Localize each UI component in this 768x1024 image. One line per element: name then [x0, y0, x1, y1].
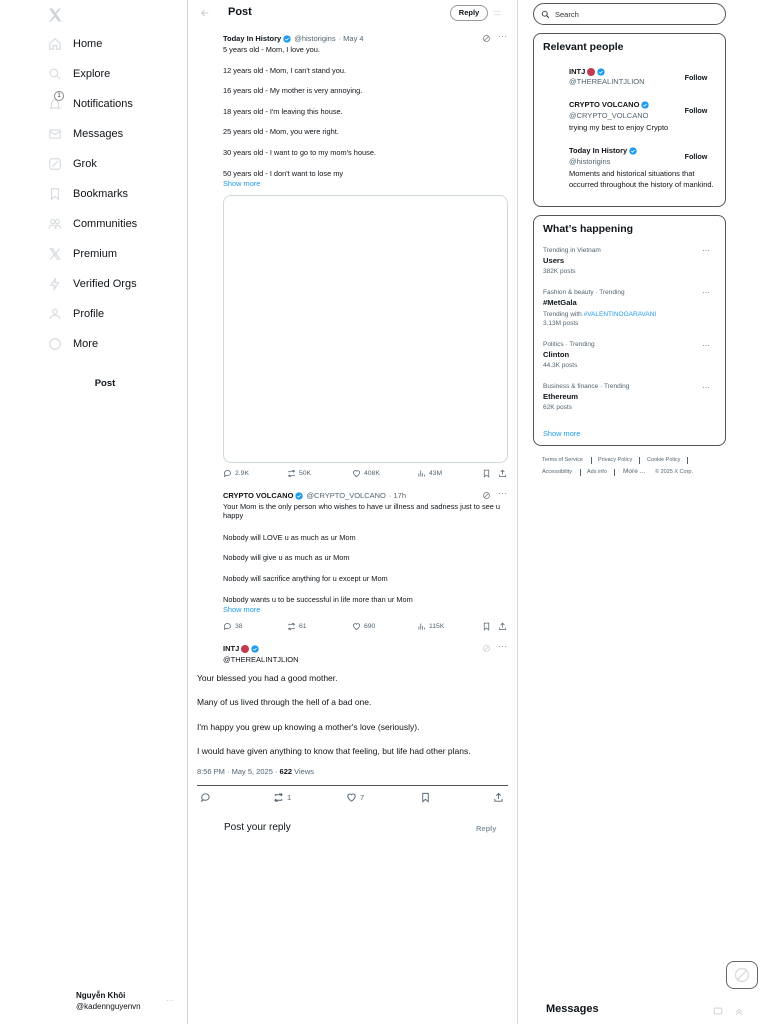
trend-category: Business & finance · Trending	[543, 383, 630, 390]
reply-submit-button[interactable]: Reply	[476, 824, 497, 833]
share-icon	[493, 792, 504, 803]
grok-icon[interactable]	[482, 34, 491, 43]
person-handle[interactable]: @historigins	[569, 157, 611, 166]
tweet-2-handle[interactable]: @CRYPTO_VOLCANO	[306, 491, 386, 500]
account-switcher[interactable]	[76, 990, 141, 1012]
tweet-1-line: 16 years old - My mother is very annoying.	[223, 86, 363, 95]
repost-icon	[287, 469, 296, 478]
trend-more-icon[interactable]: ···	[702, 341, 710, 350]
x-icon	[48, 247, 62, 261]
people-icon	[48, 217, 62, 231]
reply-count: 38	[235, 623, 243, 630]
verified-badge-icon	[251, 645, 259, 653]
footer-terms-link[interactable]: Terms of Service	[542, 457, 583, 463]
tweet-2-line: Your Mom is the only person who wishes to have ur illness and sadness just to see u happy	[223, 502, 501, 520]
trend-category: Trending in Vietnam	[543, 247, 601, 254]
bookmark-icon[interactable]	[482, 622, 491, 631]
repost-icon	[287, 622, 296, 631]
like-button[interactable]	[352, 622, 375, 631]
whats-happening-title: What’s happening	[543, 223, 634, 235]
notification-badge: 1	[54, 91, 64, 101]
nav-premium[interactable]	[48, 243, 117, 265]
footer-separator	[687, 457, 688, 464]
grok-icon[interactable]	[482, 644, 491, 653]
nav-premium-label: Premium	[73, 248, 118, 260]
trend-category: Fashion & beauty · Trending	[543, 289, 625, 296]
main-tweet-timestamp[interactable]: 8:56 PM · May 5, 2025 ·	[197, 767, 280, 776]
bookmark-icon	[48, 187, 62, 201]
person-name-text[interactable]: INTJ	[569, 67, 586, 76]
main-tweet-line: I'm happy you grew up knowing a mother's love (seriously).	[197, 722, 420, 732]
repost-icon	[273, 792, 284, 803]
main-bookmark-button[interactable]	[420, 792, 434, 803]
tweet-1-handle[interactable]: @historigins	[294, 34, 336, 43]
nav-verified-orgs[interactable]	[48, 273, 137, 295]
dice-emoji-icon	[587, 68, 595, 76]
share-icon[interactable]	[498, 622, 507, 631]
more-options-icon[interactable]: ···	[498, 489, 508, 498]
tweet-2-line: Nobody will sacrifice anything for u except ur Mom	[223, 574, 388, 583]
footer-cookie-link[interactable]: Cookie Policy	[647, 457, 681, 463]
relevant-people-panel	[533, 33, 726, 207]
reply-count: 2.9K	[235, 470, 249, 477]
messages-drawer-title[interactable]: Messages	[546, 1003, 599, 1015]
person-name[interactable]	[569, 67, 605, 76]
repost-button[interactable]	[287, 622, 307, 631]
nav-explore[interactable]	[48, 63, 110, 85]
footer-accessibility-link[interactable]: Accessibility	[542, 469, 572, 475]
views-button[interactable]	[417, 469, 442, 478]
main-tweet-views-label: Views	[292, 767, 315, 776]
heart-icon	[352, 469, 361, 478]
tweet-1-line: 5 years old - Mom, I love you.	[223, 45, 320, 54]
tweet-1-header[interactable]	[223, 34, 364, 43]
main-tweet-author[interactable]: INTJ	[223, 644, 240, 653]
reply-button[interactable]	[223, 469, 249, 478]
main-tweet-author-row[interactable]	[223, 644, 259, 653]
verified-badge-icon	[597, 68, 605, 76]
heart-icon	[352, 622, 361, 631]
share-icon[interactable]	[498, 469, 507, 478]
verified-badge-icon	[641, 101, 649, 109]
person-icon	[48, 307, 62, 321]
main-share-button[interactable]	[493, 792, 507, 803]
views-icon	[417, 469, 426, 478]
tweet-1-line: 25 years old - Mom, you were right.	[223, 127, 339, 136]
trend-category: Politics · Trending	[543, 341, 595, 348]
more-options-icon[interactable]: ···	[498, 642, 508, 651]
nav-communities-label: Communities	[73, 218, 138, 230]
footer-copyright: © 2025 X Corp.	[655, 469, 693, 475]
reply-button[interactable]	[223, 622, 243, 631]
like-count: 690	[364, 623, 376, 630]
relevant-people-title: Relevant people	[543, 41, 624, 53]
main-like-count: 7	[360, 793, 365, 802]
person-bio: trying my best to enjoy Crypto	[569, 123, 669, 132]
trend-more-icon[interactable]: ···	[702, 288, 710, 297]
nav-bookmarks[interactable]	[48, 183, 128, 205]
page-title: Post	[228, 6, 252, 18]
person-name-text[interactable]: Today In History	[569, 146, 628, 155]
tweet-1-line: 12 years old - Mom, I can't stand you.	[223, 66, 347, 75]
trend-hashtag-link[interactable]: #VALENTINOGARAVANI	[583, 311, 657, 318]
tweet-1-line: 30 years old - I want to go to my mom's house.	[223, 148, 376, 157]
dice-emoji-icon	[241, 645, 249, 653]
divider	[197, 785, 508, 786]
more-circle-icon	[48, 337, 62, 351]
nav-home-label: Home	[73, 38, 103, 50]
grok-icon	[727, 962, 757, 988]
nav-home[interactable]	[48, 33, 102, 55]
trend-count: 44.3K posts	[543, 362, 578, 369]
nav-messages[interactable]	[48, 123, 123, 145]
trend-count: 382K posts	[543, 268, 576, 275]
grok-icon	[48, 157, 62, 171]
views-count: 115K	[429, 623, 445, 630]
views-icon	[417, 622, 426, 631]
main-tweet-meta	[197, 767, 314, 776]
compose-message-icon[interactable]	[713, 1006, 723, 1016]
views-count: 43M	[429, 470, 443, 477]
main-repost-button[interactable]	[273, 792, 291, 803]
main-tweet-views-count: 622	[279, 767, 293, 776]
search-box[interactable]	[533, 3, 726, 25]
trend-extra	[543, 311, 656, 318]
nav-grok[interactable]	[48, 153, 97, 175]
nav-explore-label: Explore	[73, 68, 111, 80]
trend-extra-prefix: Trending with	[543, 311, 584, 318]
tweet-2-show-more[interactable]: Show more	[223, 605, 261, 614]
whats-happening-panel	[533, 215, 726, 446]
nav-bookmarks-label: Bookmarks	[73, 188, 129, 200]
person-handle[interactable]: @CRYPTO_VOLCANO	[569, 111, 649, 120]
nav-messages-label: Messages	[73, 128, 124, 140]
main-tweet-handle[interactable]: @THEREALINTJLION	[223, 655, 299, 664]
trends-show-more[interactable]: Show more	[543, 429, 581, 438]
follow-button[interactable]: Follow	[684, 152, 708, 161]
grok-icon[interactable]	[482, 491, 491, 500]
chevron-up-icon[interactable]	[734, 1006, 744, 1016]
footer-ads-link[interactable]: Ads info	[587, 469, 607, 475]
tweet-2-header[interactable]	[223, 491, 406, 500]
nav-profile-label: Profile	[73, 308, 105, 320]
verified-badge-icon	[283, 35, 291, 43]
more-options-icon[interactable]: ···	[498, 32, 508, 41]
tweet-1-author[interactable]: Today In History	[223, 34, 282, 43]
trend-count: 3.13M posts	[543, 320, 579, 327]
reply-icon	[200, 792, 211, 803]
person-name-text[interactable]: CRYPTO VOLCANO	[569, 100, 640, 109]
search-input[interactable]	[555, 10, 715, 19]
main-tweet-line: I would have given anything to know that feeling, but life had other plans.	[197, 746, 471, 756]
tweet-1-show-more[interactable]: Show more	[223, 179, 261, 188]
reply-icon	[223, 622, 232, 631]
bookmark-icon[interactable]	[482, 469, 491, 478]
person-name[interactable]	[569, 100, 649, 109]
trend-more-icon[interactable]: ···	[702, 246, 710, 255]
views-button[interactable]	[417, 622, 444, 631]
bookmark-icon	[420, 792, 431, 803]
footer-separator	[639, 457, 640, 464]
main-like-button[interactable]	[346, 792, 364, 803]
nav-more-label: More	[73, 338, 99, 350]
verified-badge-icon	[295, 492, 303, 500]
follow-button[interactable]: Follow	[684, 73, 708, 82]
repost-count: 61	[299, 623, 307, 630]
account-handle: @kadennguyenvn	[76, 1002, 141, 1011]
back-arrow-icon[interactable]	[200, 8, 210, 18]
repost-button[interactable]	[287, 469, 311, 478]
tweet-1-line: 50 years old - I don't want to lose my	[223, 169, 344, 178]
reply-icon	[223, 469, 232, 478]
account-name: Nguyễn Khôi	[76, 991, 126, 1000]
footer-separator	[591, 457, 592, 464]
nav-notifications-label: Notifications	[73, 98, 133, 110]
main-tweet-line: Many of us lived through the hell of a bad one.	[197, 697, 372, 707]
repost-count: 50K	[299, 470, 312, 477]
main-repost-count: 1	[287, 793, 292, 802]
tweet-1-line: 18 years old - I'm leaving this house.	[223, 107, 343, 116]
reply-input[interactable]: Post your reply	[224, 822, 291, 833]
home-icon	[48, 37, 62, 51]
tweet-2-author[interactable]: CRYPTO VOLCANO	[223, 491, 294, 500]
trend-count: 62K posts	[543, 404, 572, 411]
heart-icon	[346, 792, 357, 803]
account-more-button[interactable]: ···	[166, 996, 174, 1005]
tweet-2-line: Nobody wants u to be successful in life more than ur Mom	[223, 595, 413, 604]
footer-separator	[580, 469, 581, 476]
trend-topic: Users	[543, 256, 565, 265]
nav-verified-orgs-label: Verified Orgs	[73, 278, 137, 290]
nav-profile[interactable]	[48, 303, 104, 325]
mail-icon	[48, 127, 62, 141]
settings-icon[interactable]	[492, 8, 502, 18]
person-name[interactable]	[569, 146, 637, 155]
trend-topic: #MetGala	[543, 298, 577, 307]
search-icon	[541, 10, 550, 19]
verified-badge-icon	[629, 147, 637, 155]
search-icon	[48, 67, 62, 81]
tweet-2-line: Nobody will give u as much as ur Mom	[223, 553, 350, 562]
like-count: 408K	[364, 470, 380, 477]
footer-separator	[614, 469, 615, 476]
tweet-2-time[interactable]: · 17h	[388, 491, 406, 500]
main-tweet-handle-row[interactable]	[223, 655, 299, 664]
reply-header-button[interactable]: Reply	[450, 5, 488, 21]
follow-button[interactable]: Follow	[684, 106, 708, 115]
post-button[interactable]: Post	[94, 378, 116, 389]
tweet-1-media[interactable]	[223, 195, 508, 463]
trend-topic: Clinton	[543, 350, 570, 359]
footer-privacy-link[interactable]: Privacy Policy	[598, 457, 633, 463]
like-button[interactable]	[352, 469, 380, 478]
nav-more[interactable]	[48, 333, 98, 355]
lightning-icon	[48, 277, 62, 291]
person-bio: Moments and historical situations that occurred throughout the history of mankind.	[569, 169, 714, 189]
tweet-1-time[interactable]: · May 4	[338, 34, 364, 43]
bell-icon	[48, 93, 62, 111]
main-reply-button[interactable]	[200, 792, 214, 803]
nav-notifications[interactable]	[48, 93, 133, 115]
nav-communities[interactable]	[48, 213, 137, 235]
trend-more-icon[interactable]: ···	[702, 383, 710, 392]
main-tweet-line: Your blessed you had a good mother.	[197, 673, 338, 683]
nav-grok-label: Grok	[73, 158, 97, 170]
tweet-2-line: Nobody will LOVE u as much as ur Mom	[223, 533, 356, 542]
trend-topic: Ethereum	[543, 392, 579, 401]
footer-more-link[interactable]: More ...	[623, 468, 646, 475]
grok-float-button[interactable]	[726, 961, 758, 989]
x-logo-icon[interactable]	[46, 7, 64, 23]
main-column	[188, 0, 518, 1024]
person-handle[interactable]: @THEREALINTJLION	[569, 77, 645, 86]
left-sidebar	[0, 0, 188, 1024]
